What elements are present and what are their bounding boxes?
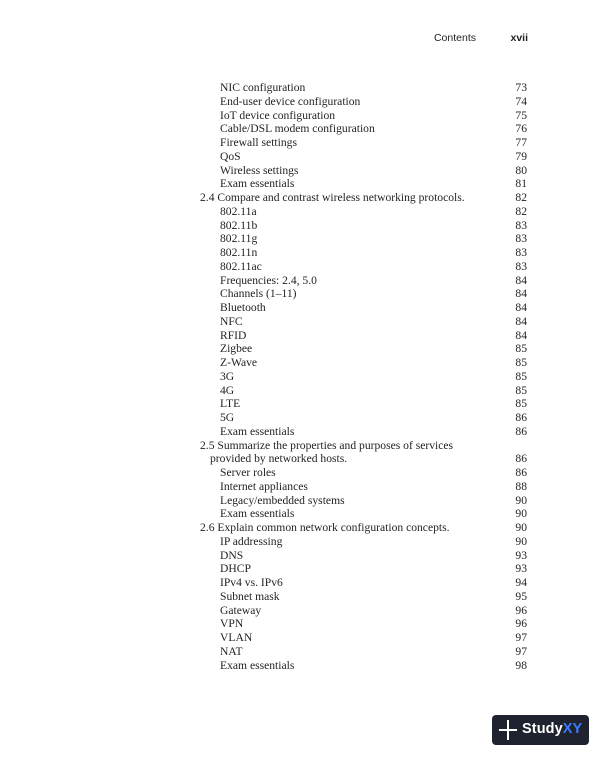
toc-entry-page: 86	[515, 466, 527, 479]
toc-entry-label: 4G	[220, 383, 235, 397]
toc-entry-page: 74	[515, 94, 527, 108]
running-header	[0, 32, 612, 46]
toc-entry-page: 84	[515, 328, 527, 342]
toc-entry-page: 79	[515, 149, 527, 163]
toc-entry	[200, 480, 527, 494]
toc-entry-label: Firewall settings	[220, 136, 297, 149]
watermark-text-accent: XY	[562, 721, 583, 737]
toc-entry-page: 88	[515, 479, 527, 493]
page-number: xvii	[510, 32, 528, 44]
toc-entry-label: VLAN	[220, 631, 253, 644]
toc-entry	[200, 246, 527, 260]
plus-icon	[498, 719, 518, 739]
toc-entry-page: 84	[515, 314, 527, 328]
toc-entry	[200, 329, 527, 343]
toc-entry	[200, 370, 527, 384]
toc-entry-page: 94	[515, 576, 527, 589]
toc-entry-page: 76	[515, 122, 527, 136]
toc-entry-label: Wireless settings	[220, 163, 299, 177]
toc-entry	[200, 109, 527, 123]
toc-entry-label: DNS	[220, 548, 244, 562]
toc-entry-page: 83	[515, 259, 527, 273]
toc-entry	[200, 494, 527, 508]
toc-entry	[200, 439, 527, 453]
toc-entry	[200, 549, 527, 563]
toc-entry-label: 802.11b	[220, 218, 258, 232]
toc-entry	[200, 507, 527, 521]
toc-entry-label: Server roles	[220, 466, 276, 479]
toc-entry-page: 93	[515, 562, 527, 576]
toc-entry-label: Cable/DSL modem configuration	[220, 122, 375, 136]
toc-entry-label: 2.6 Explain common network configuration concepts.	[200, 521, 450, 534]
toc-entry-label: 2.5 Summarize the properties and purposes of services	[200, 438, 454, 452]
toc-entry-page: 96	[515, 603, 527, 617]
toc-entry-label: Channels (1–11)	[220, 287, 297, 301]
toc-entry-page: 95	[515, 589, 527, 603]
toc-entry	[200, 95, 527, 109]
toc-entry	[200, 287, 527, 301]
toc-entry	[200, 122, 527, 136]
toc-entry-page: 96	[515, 617, 527, 631]
toc-entry-page: 84	[515, 273, 527, 287]
toc-entry-label: Legacy/embedded systems	[220, 493, 345, 507]
toc-entry-page: 97	[515, 644, 527, 658]
toc-entry-label: 2.4 Compare and contrast wireless networking protocols.	[200, 191, 465, 204]
toc-entry-page: 83	[515, 218, 527, 232]
toc-entry-page: 82	[515, 204, 527, 218]
toc-entry-page: 86	[515, 424, 527, 438]
running-header-title: Contents	[433, 32, 476, 44]
toc-entry	[200, 315, 527, 329]
toc-entry-page: 85	[515, 383, 527, 397]
toc-entry	[200, 260, 527, 274]
toc-entry	[200, 301, 527, 315]
toc-entry-label: Internet appliances	[220, 479, 308, 493]
toc-entry	[200, 356, 527, 370]
toc-entry-page: 97	[515, 631, 527, 644]
toc-entry-label: 802.11g	[220, 232, 258, 246]
toc-entry-label: Zigbee	[220, 342, 253, 356]
toc-entry-page: 85	[515, 356, 527, 369]
watermark-text-main: Study	[522, 721, 563, 737]
toc-entry-page: 81	[515, 177, 527, 191]
toc-entry	[200, 411, 527, 425]
toc-entry-label: Gateway	[220, 603, 262, 617]
toc-entry-page: 73	[515, 81, 527, 94]
toc-entry-label: 802.11n	[220, 246, 258, 259]
toc-entry	[200, 562, 527, 576]
toc-entry	[200, 274, 527, 288]
toc-entry	[200, 617, 527, 631]
toc-entry-label: provided by networked hosts.	[210, 452, 348, 466]
toc-entry-page: 85	[515, 369, 527, 383]
toc-entry-label: DHCP	[220, 562, 251, 576]
toc-entry	[200, 535, 527, 549]
toc-entry	[200, 164, 527, 178]
toc-entry	[200, 590, 527, 604]
toc-entry-label: NAT	[220, 644, 243, 658]
toc-entry	[200, 150, 527, 164]
toc-entry-page: 85	[515, 397, 527, 411]
toc-entry-label: IP addressing	[220, 534, 283, 548]
toc-entry-label: NIC configuration	[220, 81, 306, 94]
toc-entry-page: 93	[515, 548, 527, 562]
toc-entry-label: Z-Wave	[220, 356, 258, 369]
toc-entry	[200, 604, 527, 618]
toc-entry-label: End-user device configuration	[220, 94, 361, 108]
toc-entry	[200, 521, 527, 535]
toc-entry-page: 90	[515, 521, 527, 534]
toc-entry-page: 98	[515, 658, 527, 672]
table-of-contents	[200, 81, 527, 672]
toc-entry-page: 77	[515, 136, 527, 149]
toc-entry-label: QoS	[220, 149, 241, 163]
toc-entry-page: 84	[515, 287, 527, 301]
toc-entry-label: IPv4 vs. IPv6	[220, 576, 283, 589]
toc-entry-label: Exam essentials	[220, 424, 295, 438]
toc-entry-label: 5G	[220, 411, 235, 424]
toc-entry-page: 75	[515, 108, 527, 122]
toc-entry	[200, 452, 527, 466]
toc-entry-page: 86	[515, 411, 527, 424]
toc-entry-page: 80	[515, 163, 527, 177]
toc-entry-label: RFID	[220, 328, 247, 342]
toc-entry	[200, 342, 527, 356]
toc-entry-label: NFC	[220, 314, 243, 328]
toc-entry	[200, 384, 527, 398]
toc-entry-label: LTE	[220, 397, 241, 411]
toc-entry	[200, 81, 527, 95]
toc-entry-label: Frequencies: 2.4, 5.0	[220, 273, 317, 287]
toc-entry	[200, 191, 527, 205]
toc-entry-page: 83	[515, 246, 527, 259]
toc-entry-page: 86	[515, 452, 527, 466]
toc-entry-label: 802.11ac	[220, 259, 262, 273]
toc-entry-label: Subnet mask	[220, 589, 280, 603]
toc-entry-label: IoT device configuration	[220, 108, 336, 122]
toc-entry-label: Exam essentials	[220, 507, 295, 521]
toc-entry-label: 3G	[220, 369, 235, 383]
toc-entry	[200, 645, 527, 659]
toc-entry-page: 84	[515, 301, 527, 314]
toc-entry	[200, 205, 527, 219]
toc-entry-label: Exam essentials	[220, 177, 295, 191]
toc-entry-label: Bluetooth	[220, 301, 266, 314]
studyxy-watermark	[492, 715, 589, 745]
toc-entry-page: 90	[515, 507, 527, 521]
toc-entry-page: 90	[515, 493, 527, 507]
toc-entry	[200, 466, 527, 480]
toc-entry	[200, 232, 527, 246]
toc-entry	[200, 177, 527, 191]
toc-entry	[200, 425, 527, 439]
toc-entry	[200, 631, 527, 645]
toc-entry-page: 83	[515, 232, 527, 246]
toc-entry-page: 85	[515, 342, 527, 356]
toc-entry-label: VPN	[220, 617, 244, 631]
watermark-text	[522, 721, 582, 737]
toc-entry-page: 90	[515, 534, 527, 548]
toc-entry-label: 802.11a	[220, 204, 257, 218]
toc-entry-page: 82	[515, 191, 527, 204]
toc-entry	[200, 219, 527, 233]
toc-entry	[200, 136, 527, 150]
toc-entry	[200, 576, 527, 590]
toc-entry	[200, 659, 527, 673]
toc-entry	[200, 397, 527, 411]
toc-entry-label: Exam essentials	[220, 658, 295, 672]
